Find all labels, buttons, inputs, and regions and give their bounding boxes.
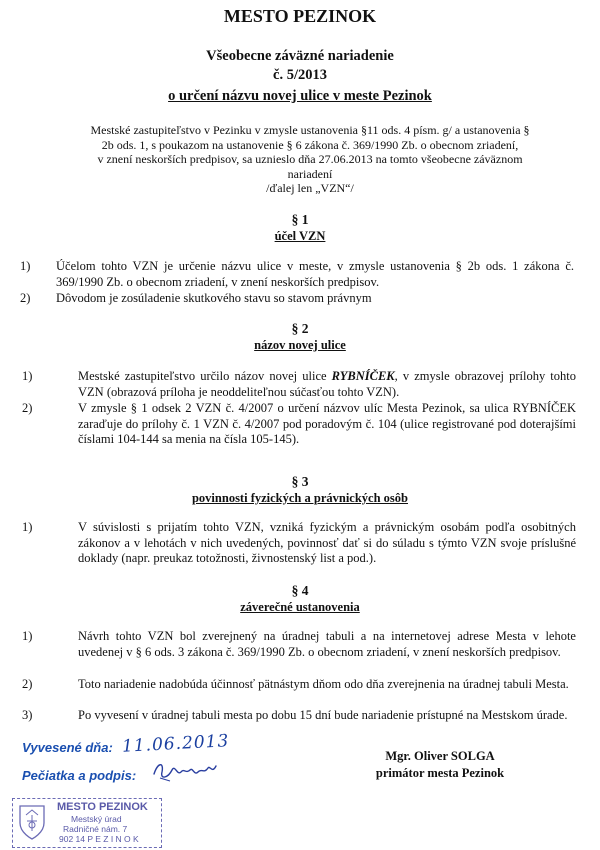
item-number: 2) [20,291,31,305]
city-title: MESTO PEZINOK [223,6,377,26]
item-number: 2) [22,401,33,415]
item-text: V súvislosti s prijatím tohto VZN, vzniká fyzickým a právnickým osobám podľa osobitných zákonov a v lehotách v nich uvedených, povinnosť dať si do súladu s týmto VZN svoje príslušné doklady (napr. preukaz totožnosti, živnostenský list a pod.). [78,520,576,565]
list-item [22,677,569,709]
item-text: Návrh tohto VZN bol zverejnený na úradnej tabuli a na internetovej adrese Mesta v lehote uvedenej v § 6 ods. 3 zákona č. 369/1990 Zb. o obecnom zriadení, v znení neskorších predpisov. [78,629,576,659]
item-text-part: Mestské zastupiteľstvo určilo názov novej ulice [78,369,332,383]
section-2-heading: názov novej ulice [254,338,346,352]
intro-line: 2b ods. 1, s poukazom na ustanovenie § 6 zákona č. 369/1990 Zb. o obecnom zriadení, [101,137,519,152]
stamp-line: 902 14 P E Z I N O K [59,834,139,844]
list-item [22,708,568,740]
intro-paragraph [60,123,560,196]
section-1-number: § 1 [291,212,309,227]
official-stamp [12,798,162,848]
list-item [22,401,576,449]
item-text: Dôvodom je zosúladenie skutkového stavu so stavom právnym [56,291,372,305]
item-text: Toto nariadenie nadobúda účinnosť pätnástym dňom odo dňa zverejnenia na úradnej tabuli Mesta. [78,677,569,691]
signatory-title: primátor mesta Pezinok [375,766,505,780]
item-text [78,369,576,400]
section-3-heading: povinnosti fyzických a právnických osôb [191,491,408,505]
intro-line: /ďalej len „VZN“/ [266,181,354,195]
section-1-heading: účel VZN [274,229,326,243]
intro-line: nariadení [287,166,333,181]
document-subject: o určení názvu novej ulice v meste Pezinok [168,88,432,104]
stamp-line: Radničné nám. 7 [63,824,128,834]
section-2-number: § 2 [291,321,309,336]
item-text: Účelom tohto VZN je určenie názvu ulice v meste, v zmysle ustanovenia § 2b ods. 1 zákona č. 369/1990 Zb. o obecnom zriadení, v znení neskorších predpisov. [56,259,574,289]
document-type: Všeobecne záväzné nariadenie [206,48,394,64]
list-item [20,259,574,291]
street-name: RYBNÍČEK [331,369,395,383]
signatory-name: Mgr. Oliver SOLGA [385,749,495,763]
section-4-heading: záverečné ustanovenia [240,600,360,614]
stamp-line: MESTO PEZINOK [57,801,148,813]
list-item [22,369,576,401]
stamp-line: Mestský úrad [71,814,122,824]
item-number: 1) [22,520,33,534]
item-number: 2) [22,677,33,691]
section-3-number: § 3 [291,474,309,489]
item-text: V zmysle § 1 odsek 2 VZN č. 4/2007 o určení názvov ulíc Mesta Pezinok, sa ulica RYBNÍČEK zaraďuje do prílohy č. 1 VZN č. 4/2007 pod poradovým č. 104 (ulice registrované pod doterajšími číslami 104-144 sa menia na čísla 105-145). [78,401,576,446]
item-text-part: , v zmysle obrazovej prílohy tohto VZN (obrazová príloha je neoddeliteľnou súčasťou tohto VZN). [78,369,576,399]
list-item [22,629,576,677]
intro-line: v znení neskorších predpisov, sa uznieslo dňa 27.06.2013 na tomto všeobecne záväznom [97,152,523,166]
posted-date-label: Vyvesené dňa: [22,740,113,755]
handwritten-signature [150,756,220,786]
intro-line: Mestské zastupiteľstvo v Pezinku v zmysle ustanovenia §11 ods. 4 písm. g/ a ustanovenia § [90,123,530,137]
stamp-signature-label: Pečiatka a podpis: [22,768,137,783]
item-number: 3) [22,708,33,722]
coat-of-arms-icon [17,803,47,841]
item-text: Po vyvesení v úradnej tabuli mesta po dobu 15 dní bude nariadenie prístupné na Mestskom úrade. [78,708,568,722]
item-number: 1) [20,259,31,273]
document-number: č. 5/2013 [273,67,327,83]
item-number: 1) [22,369,33,383]
item-number: 1) [22,629,33,643]
list-item [22,520,576,568]
section-4-number: § 4 [291,583,309,598]
list-item [20,291,560,307]
posted-date-handwritten: 11.06.2013 [121,731,230,757]
